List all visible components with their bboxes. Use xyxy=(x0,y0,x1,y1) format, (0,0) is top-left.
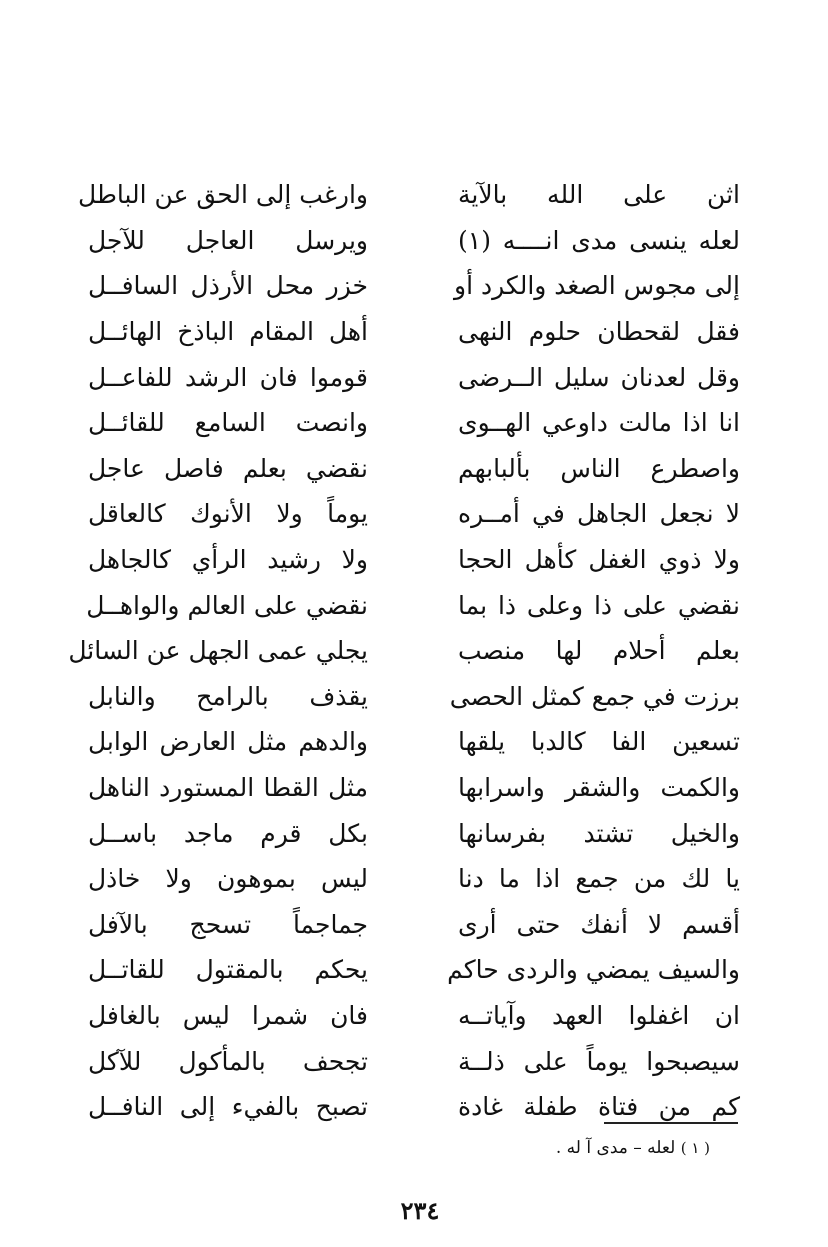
verse-line xyxy=(80,947,740,993)
verse-line xyxy=(80,856,740,902)
verse-line xyxy=(80,400,740,446)
verse-second-hemistich: بكل قرم ماجد باســل xyxy=(88,818,368,848)
verse-line xyxy=(80,582,740,628)
verse-line xyxy=(80,218,740,264)
verse-second-hemistich: وانصت السامع للقائــل xyxy=(88,408,368,438)
verse-first-hemistich: ولا ذوي الغفل كأهل الحجا xyxy=(458,545,740,575)
verse-second-hemistich: ليس بموهون ولا خاذل xyxy=(88,864,368,894)
verse-second-hemistich: قوموا فان الرشد للفاعــل xyxy=(88,362,368,392)
verse-second-hemistich: يقذف بالرامح والنابل xyxy=(88,681,368,711)
verse-second-hemistich: نقضي على العالم والواهــل xyxy=(86,590,368,620)
verse-second-hemistich: يوماً ولا الأنوك كالعاقل xyxy=(88,499,368,529)
verse-first-hemistich: والكمت والشقر واسرابها xyxy=(458,773,740,803)
page-number: ٢٣٤ xyxy=(400,1196,440,1225)
verse-line xyxy=(80,902,740,948)
verse-first-hemistich: بعلم أحلام لها منصب xyxy=(458,636,740,666)
verse-first-hemistich: فقل لقحطان حلوم النهى xyxy=(458,317,740,347)
verse-second-hemistich: فان شمرا ليس بالغافل xyxy=(88,1000,368,1030)
verse-second-hemistich: تجحف بالمأكول للآكل xyxy=(88,1046,368,1076)
verse-first-hemistich: تسعين الفا كالدبا يلقها xyxy=(458,727,740,757)
verse-first-hemistich: اثن على الله بالآية xyxy=(458,180,740,210)
verse-line xyxy=(80,172,740,218)
verse-line xyxy=(80,354,740,400)
verse-first-hemistich: وقل لعدنان سليل الــرضى xyxy=(458,362,740,392)
verse-second-hemistich: وارغب إلى الحق عن الباطل xyxy=(78,180,368,210)
verse-first-hemistich: والخيل تشتد بفرسانها xyxy=(458,818,740,848)
verse-second-hemistich: ولا رشيد الرأي كالجاهل xyxy=(88,545,368,575)
verse-line xyxy=(80,765,740,811)
verse-first-hemistich: نقضي على ذا وعلى ذا بما xyxy=(458,590,740,620)
verse-first-hemistich: ان اغفلوا العهد وآياتــه xyxy=(458,1000,740,1030)
verse-line xyxy=(80,446,740,492)
verse-line xyxy=(80,1038,740,1084)
verse-first-hemistich: إلى مجوس الصغد والكرد أو xyxy=(454,271,740,301)
footnote xyxy=(500,1138,710,1158)
verse-line xyxy=(80,491,740,537)
verse-second-hemistich: والدهم مثل العارض الوابل xyxy=(88,727,368,757)
verse-line xyxy=(80,993,740,1039)
verse-second-hemistich: خزر محل الأرذل السافــل xyxy=(88,271,368,301)
verse-line xyxy=(68,628,740,674)
verse-first-hemistich: برزت في جمع كمثل الحصى xyxy=(449,681,740,711)
footnote-text: لعله – مدى آ له . xyxy=(555,1138,676,1158)
verse-line xyxy=(80,537,740,583)
verse-first-hemistich: انا اذا مالت داوعي الهــوى xyxy=(458,408,740,438)
verse-first-hemistich: لعله ينسى مدى انــــه (١) xyxy=(458,225,740,255)
verse-first-hemistich: واصطرع الناس بألبابهم xyxy=(458,453,740,483)
verse-second-hemistich: ويرسل العاجل للآجل xyxy=(88,225,368,255)
verse-line xyxy=(80,263,740,309)
verse-second-hemistich: جماجماً تسحج بالآفل xyxy=(88,909,368,939)
verse-second-hemistich: أهل المقام الباذخ الهائــل xyxy=(88,317,368,347)
verse-second-hemistich: يحكم بالمقتول للقاتــل xyxy=(88,955,368,985)
verse-first-hemistich: سيصبحوا يوماً على ذلــة xyxy=(458,1046,740,1076)
footnote-separator xyxy=(604,1122,738,1124)
verse-first-hemistich: يا لك من جمع اذا ما دنا xyxy=(458,864,740,894)
verse-second-hemistich: نقضي بعلم فاصل عاجل xyxy=(88,453,368,483)
poem xyxy=(68,172,740,1129)
verse-second-hemistich: مثل القطا المستورد الناهل xyxy=(88,773,368,803)
verse-second-hemistich: يجلي عمى الجهل عن السائل xyxy=(68,636,368,666)
verse-line xyxy=(80,674,740,720)
verse-line xyxy=(80,810,740,856)
verse-second-hemistich: تصبح بالفيء إلى النافــل xyxy=(88,1092,368,1122)
footnote-marker: ( ١ ) xyxy=(680,1139,710,1157)
verse-line xyxy=(80,309,740,355)
verse-line xyxy=(80,719,740,765)
verse-first-hemistich: كم من فتاة طفلة غادة xyxy=(458,1092,740,1122)
verse-first-hemistich: لا نجعل الجاهل في أمــره xyxy=(458,499,740,529)
verse-first-hemistich: أقسم لا أنفك حتى أرى xyxy=(458,909,740,939)
verse-first-hemistich: والسيف يمضي والردى حاكم xyxy=(447,955,740,985)
